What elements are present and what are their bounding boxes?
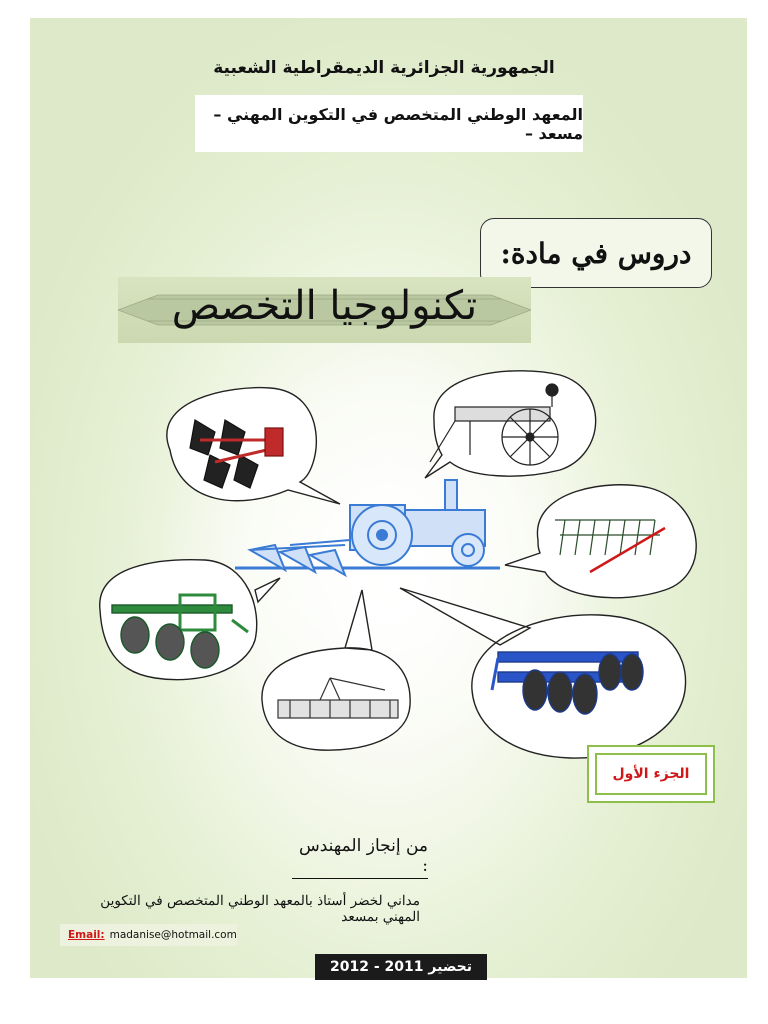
email-address[interactable]: madanise@hotmail.com bbox=[109, 929, 237, 941]
subject-title: تكنولوجيا التخصص bbox=[171, 283, 478, 329]
part-label: الجزء الأول bbox=[612, 766, 690, 782]
author-name-line: مداني لخضر أستاذ بالمعهد الوطني المتخصص في التكوين المهني بمسعد bbox=[100, 893, 420, 925]
part-box-inner bbox=[595, 753, 707, 795]
republic-heading: الجمهورية الجزائرية الديمقراطية الشعبية bbox=[213, 58, 555, 78]
seed-drill-icon bbox=[425, 371, 596, 478]
institute-heading: المعهد الوطني المتخصص في التكوين المهني – مسعد – bbox=[213, 104, 583, 143]
part-box bbox=[587, 745, 715, 803]
year-box bbox=[315, 954, 487, 980]
year-label: تحضير 2011 - 2012 bbox=[330, 959, 472, 975]
courses-in-subject-label: دروس في مادة: bbox=[500, 236, 692, 270]
email-label: Email: bbox=[68, 929, 105, 941]
email-box bbox=[60, 924, 237, 946]
prepared-by-label: من إنجاز المهندس : bbox=[292, 836, 428, 879]
